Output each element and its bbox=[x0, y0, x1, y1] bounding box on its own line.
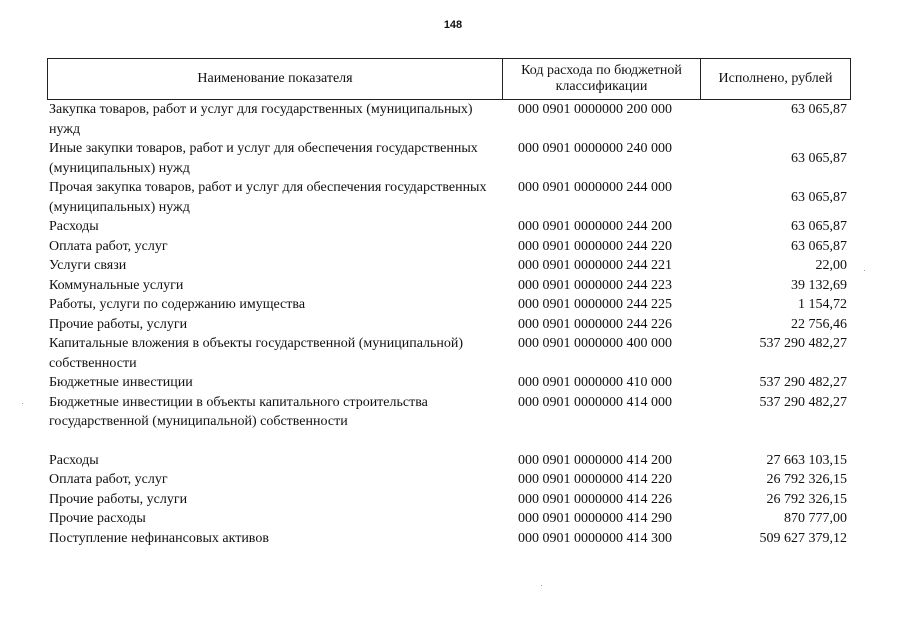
row-code: 000 0901 0000000 244 223 bbox=[518, 277, 672, 293]
row-name: Закупка товаров, работ и услуг для государственных (муниципальных) нужд bbox=[49, 102, 473, 137]
row-code: 000 0901 0000000 400 000 bbox=[518, 336, 672, 351]
row-code: 000 0901 0000000 414 000 bbox=[518, 394, 672, 410]
table-row bbox=[47, 451, 851, 471]
header-executed: Исполнено, рублей bbox=[718, 71, 833, 86]
table-row bbox=[47, 490, 851, 510]
table-row bbox=[47, 217, 851, 237]
row-executed: 26 792 326,15 bbox=[766, 491, 847, 507]
row-executed: 870 777,00 bbox=[784, 511, 847, 526]
row-code: 000 0901 0000000 410 000 bbox=[518, 375, 672, 390]
row-code: 000 0901 0000000 244 000 bbox=[518, 180, 672, 195]
table-row bbox=[47, 178, 851, 217]
row-name: Расходы bbox=[49, 219, 99, 234]
scan-speck bbox=[864, 270, 865, 271]
table-row bbox=[47, 470, 851, 490]
row-executed: 63 065,87 bbox=[791, 219, 847, 234]
row-name: Работы, услуги по содержанию имущества bbox=[49, 297, 306, 312]
row-name: Коммунальные услуги bbox=[49, 277, 184, 293]
table-row bbox=[47, 237, 851, 257]
row-name: Бюджетные инвестиции bbox=[49, 375, 193, 390]
table-row bbox=[47, 295, 851, 315]
row-code: 000 0901 0000000 414 290 bbox=[518, 511, 672, 526]
row-code: 000 0901 0000000 414 220 bbox=[518, 472, 672, 487]
row-name: Прочие работы, услуги bbox=[49, 316, 188, 332]
scan-speck bbox=[541, 585, 542, 586]
row-executed: 537 290 482,27 bbox=[759, 336, 847, 351]
row-code: 000 0901 0000000 200 000 bbox=[518, 102, 672, 117]
row-name: Оплата работ, услуг bbox=[49, 472, 168, 487]
row-executed: 63 065,87 bbox=[791, 190, 847, 205]
table-row bbox=[47, 315, 851, 335]
table-row bbox=[47, 334, 851, 373]
scan-speck bbox=[22, 403, 23, 404]
row-name: Поступление нефинансовых активов bbox=[49, 530, 269, 546]
row-name: Услуги связи bbox=[49, 258, 127, 273]
row-executed: 1 154,72 bbox=[798, 297, 847, 312]
table-row bbox=[47, 276, 851, 296]
row-name: Капитальные вложения в объекты государственной (муниципальной) собственности bbox=[49, 336, 464, 371]
table-row bbox=[47, 529, 851, 549]
table-row bbox=[47, 256, 851, 276]
row-executed: 22 756,46 bbox=[791, 316, 847, 332]
row-code: 000 0901 0000000 244 200 bbox=[518, 219, 672, 234]
row-executed: 63 065,87 bbox=[791, 151, 847, 166]
table-body bbox=[47, 100, 851, 548]
row-executed: 39 132,69 bbox=[791, 277, 847, 293]
row-name: Прочие работы, услуги bbox=[49, 491, 188, 507]
table-row bbox=[47, 373, 851, 393]
row-executed: 63 065,87 bbox=[791, 102, 847, 117]
header-name: Наименование показателя bbox=[48, 59, 503, 99]
row-executed: 509 627 379,12 bbox=[759, 530, 847, 546]
row-name: Прочие расходы bbox=[49, 511, 146, 526]
row-executed: 22,00 bbox=[815, 258, 847, 273]
row-name: Иные закупки товаров, работ и услуг для обеспечения государственных (муниципальных) нужд bbox=[49, 141, 478, 176]
row-code: 000 0901 0000000 414 300 bbox=[518, 530, 672, 546]
table-row bbox=[47, 509, 851, 529]
row-name: Расходы bbox=[49, 452, 99, 468]
table-row bbox=[47, 393, 851, 432]
header-code: Код расхода по бюджетной классификации bbox=[503, 59, 701, 99]
table-header bbox=[47, 58, 851, 100]
row-executed: 63 065,87 bbox=[791, 238, 847, 254]
row-executed: 537 290 482,27 bbox=[759, 394, 847, 410]
row-executed: 537 290 482,27 bbox=[759, 375, 847, 390]
row-code: 000 0901 0000000 244 226 bbox=[518, 316, 672, 332]
table-row bbox=[47, 100, 851, 139]
row-executed: 26 792 326,15 bbox=[766, 472, 847, 487]
row-code: 000 0901 0000000 414 200 bbox=[518, 452, 672, 468]
budget-table bbox=[47, 58, 851, 548]
row-code: 000 0901 0000000 414 226 bbox=[518, 491, 672, 507]
row-name: Прочая закупка товаров, работ и услуг для обеспечения государственных (муниципальных) нужд bbox=[49, 180, 487, 215]
row-name: Бюджетные инвестиции в объекты капитального строительства государственной (муниципальной) собственности bbox=[49, 394, 428, 429]
row-executed: 27 663 103,15 bbox=[766, 452, 847, 468]
row-code: 000 0901 0000000 244 225 bbox=[518, 297, 672, 312]
page-number: 148 bbox=[443, 19, 463, 31]
row-code: 000 0901 0000000 244 221 bbox=[518, 258, 672, 273]
row-code: 000 0901 0000000 244 220 bbox=[518, 238, 672, 254]
row-gap bbox=[47, 432, 851, 451]
row-name: Оплата работ, услуг bbox=[49, 238, 168, 254]
row-code: 000 0901 0000000 240 000 bbox=[518, 141, 672, 156]
table-row bbox=[47, 139, 851, 178]
